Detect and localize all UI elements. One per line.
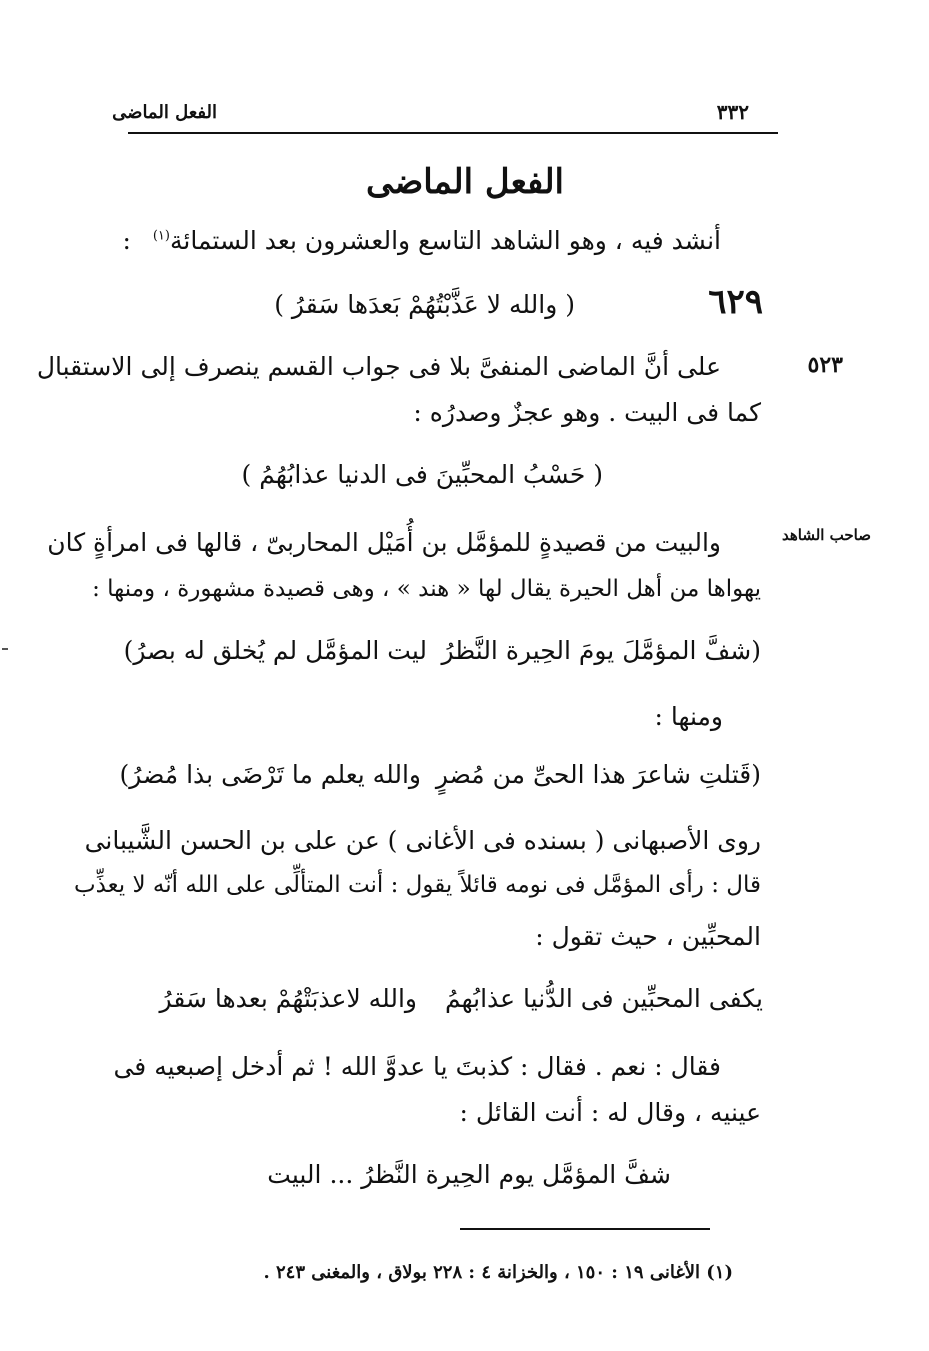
para-faqal-line1: فقال : نعم . فقال : كذبتَ يا عدوَّ الله ! ثم أدخل إصبعيه فى <box>113 1052 721 1081</box>
para-poet-line1: والبيت من قصيدةٍ للمؤمَّل بن أُمَيْل المحاربىّ ، قالها فى امرأةٍ كان <box>47 528 721 557</box>
footnote: (١) الأغانى ١٩ : ١٥٠ ، والخزانة ٤ : ٢٢٨ بولاق ، والمغنى ٢٤٣ . <box>263 1262 733 1283</box>
header-rule <box>128 132 778 134</box>
running-title: الفعل الماضى <box>112 102 217 123</box>
verse-end: شفَّ المؤمَّل يوم الحِيرة النَّظرُ ... البيت <box>267 1160 671 1189</box>
margin-label: صاحب الشاهد <box>781 526 871 544</box>
wa-minha: ومنها : <box>654 702 723 731</box>
para-523-line2: كما فى البيت . وهو عجزٌ وصدرُه : <box>413 398 761 427</box>
verse-1-right: (شفَّ المؤمَّلَ يومَ الحِيرة النَّظرُ <box>441 636 761 665</box>
verse-1-left: ليت المؤمَّل لم يُخلق له بصرُ) <box>123 636 427 665</box>
para-isbahani-line1: روى الأصبهانى ( بسنده فى الأغانى ) عن على بن الحسن الشَّيبانى <box>84 826 761 855</box>
footnote-rule <box>460 1228 710 1230</box>
verse-3-right: يكفى المحبِّين فى الدُّنيا عذابُهمُ <box>444 984 763 1013</box>
verse-3-left: والله لاعذبَتْهُمْ بعدها سَقرُ <box>159 984 417 1013</box>
margin-number: ٥٢٣ <box>807 352 843 378</box>
intro-colon: : <box>122 226 131 255</box>
section-title: الفعل الماضى <box>365 162 565 202</box>
para-faqal-line2: عينيه ، وقال له : أنت القائل : <box>459 1098 761 1127</box>
intro-line <box>122 226 721 255</box>
verse-number: ٦٢٩ <box>708 282 763 322</box>
margin-mark <box>2 648 8 650</box>
para-isbahani-line3: المحبِّين ، حيث تقول : <box>535 922 761 951</box>
verse-629-text: ( والله لا عَذَّبْتُهُمْ بَعدَها سَقرُ ) <box>274 290 575 319</box>
verse-2-right: (قَتلتِ شاعرَ هذا الحىِّ من مُضرٍ <box>435 760 761 789</box>
intro-text: أنشد فيه ، وهو الشاهد التاسع والعشرون بعد الستمائة <box>169 226 721 255</box>
para-poet-line2: يهواها من أهل الحيرة يقال لها « هند » ، وهى قصيدة مشهورة ، ومنها : <box>92 576 761 602</box>
page-number: ٣٣٢ <box>716 100 749 124</box>
para-isbahani-line2: قال : رأى المؤمَّل فى نومه قائلاً يقول : أنت المتألِّى على الله أنّه لا يعذِّب <box>73 872 761 898</box>
para-523-line1: على أنَّ الماضى المنفىَّ بلا فى جواب القسم ينصرف إلى الاستقبال <box>36 352 721 381</box>
footnote-ref: (١) <box>152 228 170 244</box>
verse-sadr: ( حَسْبُ المحبِّينَ فى الدنيا عذابُهُمُ ) <box>241 460 603 489</box>
verse-2-left: والله يعلم ما تَرْضَى بذا مُضرُ) <box>119 760 421 789</box>
